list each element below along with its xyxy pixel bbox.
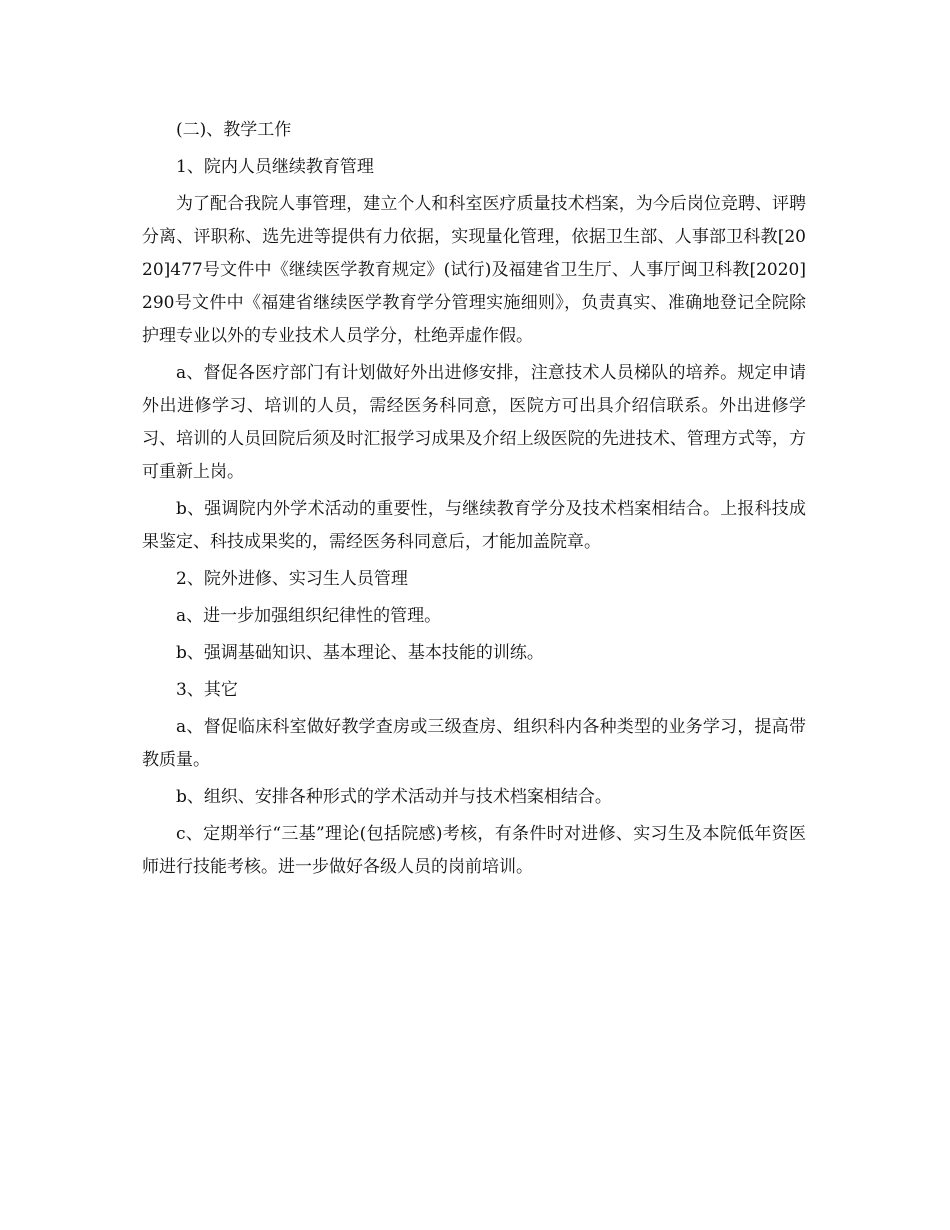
- body-paragraph: c、定期举行“三基”理论(包括院感)考核，有条件时对进修、实习生及本院低年资医师进行技能考核。进一步做好各级人员的岗前培训。: [142, 824, 806, 877]
- body-paragraph: b、强调基础知识、基本理论、基本技能的训练。: [176, 643, 544, 663]
- section-heading: (二)、教学工作: [176, 120, 292, 140]
- body-paragraph: b、强调院内外学术活动的重要性，与继续教育学分及技术档案相结合。上报科技成果鉴定、科技成果奖的，需经医务科同意后，才能加盖院章。: [142, 499, 806, 552]
- body-paragraph: a、督促各医疗部门有计划做好外出进修安排，注意技术人员梯队的培养。规定申请外出进修学习、培训的人员，需经医务科同意，医院方可出具介绍信联系。外出进修学习、培训的人员回院后须及时汇报学习成果及介绍上级医院的先进技术、管理方式等，方可重新上岗。: [142, 363, 806, 482]
- body-paragraph: 为了配合我院人事管理，建立个人和科室医疗质量技术档案，为今后岗位竞聘、评聘分离、评职称、选先进等提供有力依据，实现量化管理，依据卫生部、人事部卫科教[2020]477号文件中《继续医学教育规定》(试行)及福建省卫生厅、人事厅闽卫科教[2020]290号文件中《福建省继续医学教育学分管理实施细则》，负责真实、准确地登记全院除护理专业以外的专业技术人员学分，杜绝弄虚作假。: [142, 194, 806, 346]
- subsection-heading: 2、院外进修、实习生人员管理: [176, 569, 408, 589]
- body-paragraph: b、组织、安排各种形式的学术活动并与技术档案相结合。: [176, 787, 612, 807]
- body-paragraph: a、进一步加强组织纪律性的管理。: [176, 606, 442, 626]
- subsection-heading: 3、其它: [176, 680, 238, 700]
- subsection-heading: 1、院内人员继续教育管理: [176, 157, 374, 177]
- body-paragraph: a、督促临床科室做好教学查房或三级查房、组织科内各种类型的业务学习，提高带教质量。: [142, 717, 806, 770]
- document-body: [142, 114, 806, 888]
